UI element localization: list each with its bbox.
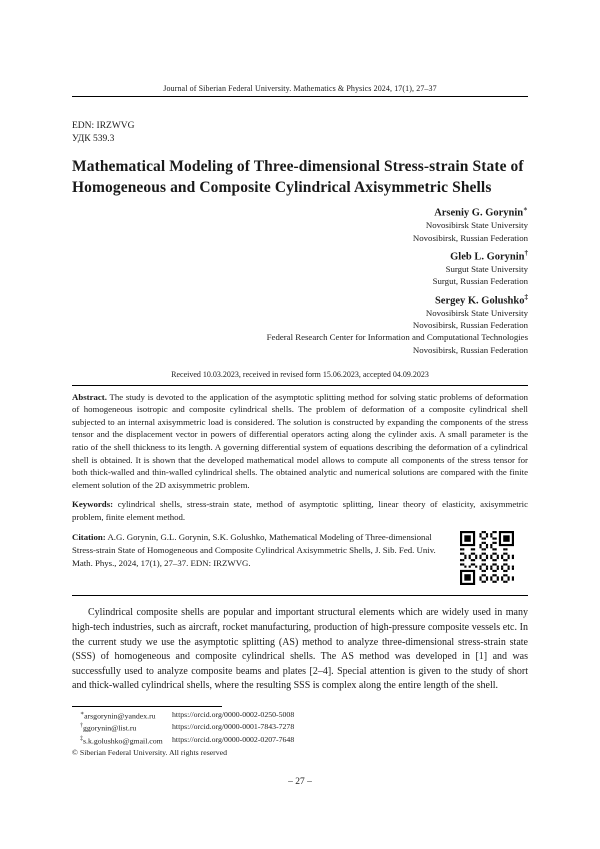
- abstract-section: [72, 391, 528, 492]
- abstract-label: Abstract.: [72, 391, 107, 402]
- footnote-email-text: s.k.golushko@gmail.com: [83, 736, 163, 746]
- author-name-text: Sergey K. Golushko: [434, 295, 525, 306]
- author-name-text: Gleb L. Gorynin: [450, 251, 525, 263]
- footnote: [72, 710, 528, 723]
- footnote-email-text: ggorynin@list.ru: [83, 724, 137, 734]
- author-name: [72, 205, 528, 220]
- udk-label: УДК 539.3: [72, 134, 115, 144]
- author-affiliation: Novosibirsk State University: [425, 308, 528, 319]
- footnote-marker: †: [80, 723, 83, 730]
- paper-title: Mathematical Modeling of Three-dimensional Stress-strain State of Homogeneous and Composite Cylindrical Axisymmetric Shells: [72, 158, 524, 197]
- author-affiliation: Surgut State University: [445, 264, 528, 275]
- qr-code: [460, 531, 514, 585]
- footnote: [72, 735, 528, 748]
- body-paragraph: Cylindrical composite shells are popular and important structural elements which are widely used in many high-tech industries, such as aircraft, rocket manufacturing, production of high-pressure composite vessels etc. In the current study we use the asymptotic splitting (AS) method to analyze three-dimensional stress-strain state (SSS) of homogeneous and composite cylindrical shells. The AS method was developed in [1] and was successfully used to analyze composite beams and plates [2–4]. Special attention is given to the study of short and thick-walled cylindrical shells, where the resulting SSS is complex along the entire length of the shell.: [72, 607, 528, 692]
- header-rule: [72, 96, 528, 97]
- citation-bottom-rule: [72, 595, 528, 596]
- author-marker: ‡: [524, 292, 528, 301]
- author-affiliation: Surgut, Russian Federation: [432, 276, 528, 287]
- author-name: [72, 293, 528, 308]
- keywords-section: [72, 498, 528, 523]
- author-name-text: Arseniy G. Gorynin: [434, 207, 524, 219]
- footnote-rule: [72, 706, 222, 707]
- author-affiliation: Novosibirsk, Russian Federation: [412, 320, 528, 331]
- abstract-text: The study is devoted to the application of the asymptotic splitting method for solving static problems of deformation of homogeneous isotropic and composite cylindrical shells. The problem of deformation of a composite cylindrical shell subjected to an internal axisymmetric load is considered. The solution is constructed by expanding the components of the stress tensor and the displacement vector in powers of differential operators acting along the cylinder axis. A small parameter is the ratio of the shell thickness to its length. A governing differential system of equations describing the deformation of a cylindrical shell is obtained. It is shown that the developed mathematical model allows to compute all components of the stress tensor for both thick-walled and thin-walled cylindrical shells. The obtained analytic and numerical solutions are compared with the finite element solution of the 2D axisymmetric problem.: [72, 391, 528, 490]
- author-marker: ∗: [523, 204, 528, 213]
- author-name: [72, 249, 528, 264]
- author-affiliation: Novosibirsk, Russian Federation: [412, 232, 528, 243]
- footnotes-block: [72, 710, 528, 759]
- page-number: – 27 –: [288, 777, 312, 788]
- footnote-orcid-link[interactable]: https://orcid.org/0000-0001-7843-7278: [172, 722, 295, 732]
- author-affiliation: Novosibirsk, Russian Federation: [412, 344, 528, 355]
- abstract-top-rule: [72, 385, 528, 386]
- citation-row: [72, 531, 528, 585]
- authors-block: [72, 205, 528, 356]
- citation-text: A.G. Gorynin, G.L. Gorynin, S.K. Golushko, Mathematical Modeling of Three-dimensional Stress-strain State of Homogeneous and Composite Cylindrical Axisymmetric Shells, J. Sib. Fed. Univ. Math. Phys., 2024, 17(1), 27–37. EDN: IRZWVG.: [72, 532, 436, 568]
- copyright-line: © Siberian Federal University. All rights reserved: [72, 748, 228, 758]
- received-line: Received 10.03.2023, received in revised form 15.06.2023, accepted 04.09.2023: [171, 369, 429, 379]
- keywords-text: cylindrical shells, stress-strain state, method of asymptotic splitting, linear theory of elasticity, axisymmetric problem, finite element method.: [72, 499, 528, 522]
- author-block: [72, 249, 528, 288]
- footnote-email[interactable]: [72, 722, 172, 735]
- footnote-email-text: arsgorynin@yandex.ru: [84, 711, 156, 721]
- footnote-orcid-link[interactable]: https://orcid.org/0000-0002-0250-5008: [172, 709, 295, 719]
- running-head: Journal of Siberian Federal University. Mathematics & Physics 2024, 17(1), 27–37: [163, 84, 437, 93]
- author-marker: †: [524, 248, 528, 257]
- citation-label: Citation:: [72, 532, 106, 543]
- author-affiliation: Federal Research Center for Information and Computational Technologies: [266, 332, 528, 343]
- footnote-email[interactable]: [72, 710, 172, 723]
- author-affiliation: Novosibirsk State University: [425, 220, 528, 231]
- footnote-marker: ∗: [80, 710, 85, 717]
- edn-label: EDN: IRZWVG: [72, 121, 135, 131]
- footnote-email[interactable]: [72, 735, 172, 748]
- footnote: [72, 722, 528, 735]
- footnote-marker: ‡: [80, 735, 83, 742]
- footnote-orcid-link[interactable]: https://orcid.org/0000-0002-0207-7648: [172, 734, 295, 744]
- keywords-label: Keywords:: [72, 499, 114, 510]
- author-block: [72, 205, 528, 244]
- citation-section: [72, 531, 444, 569]
- author-block: [72, 293, 528, 356]
